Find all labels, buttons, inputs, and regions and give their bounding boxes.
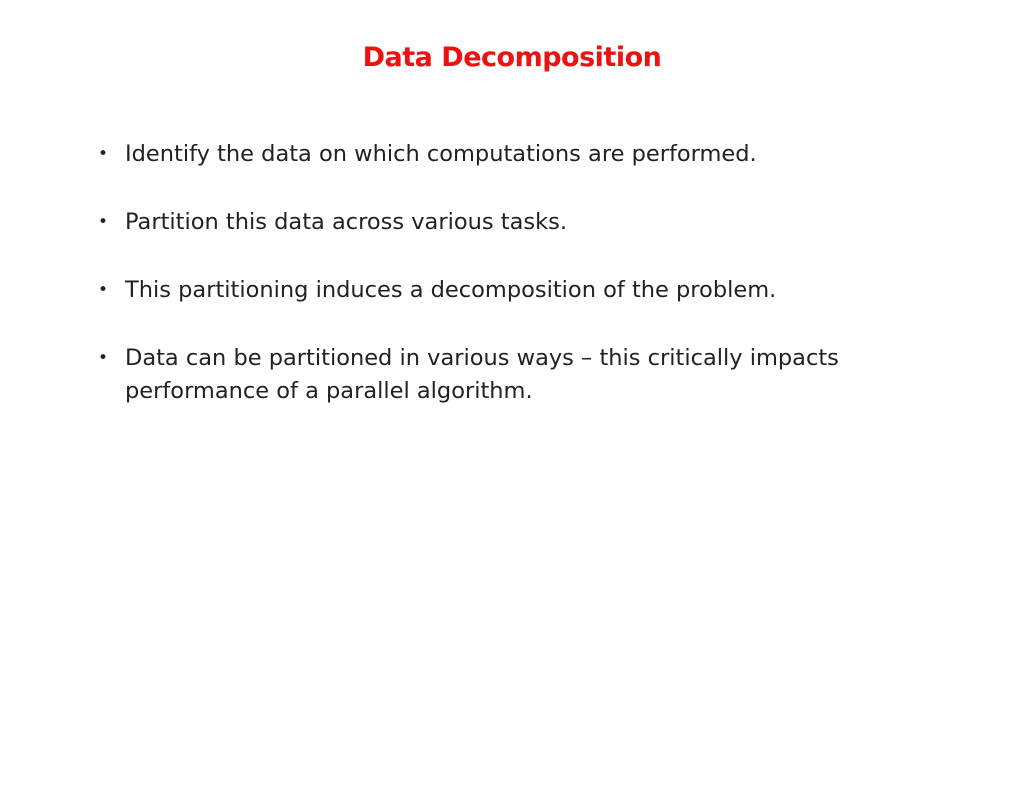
bullet-text: This partitioning induces a decomposition of the problem. xyxy=(125,277,777,303)
bullet-item-partition-ways xyxy=(98,342,958,408)
bullet-text: Partition this data across various tasks. xyxy=(125,209,567,235)
bullet-text: Identify the data on which computations are performed. xyxy=(125,141,757,167)
bullet-item-identify-data xyxy=(98,138,958,171)
bullet-item-partition-data xyxy=(98,206,958,239)
bullet-list xyxy=(98,138,958,443)
bullet-item-induces-decomposition xyxy=(98,274,958,307)
slide-title: Data Decomposition xyxy=(362,42,662,73)
bullet-text: Data can be partitioned in various ways – this critically impacts performance of a parallel algorithm. xyxy=(125,345,839,404)
